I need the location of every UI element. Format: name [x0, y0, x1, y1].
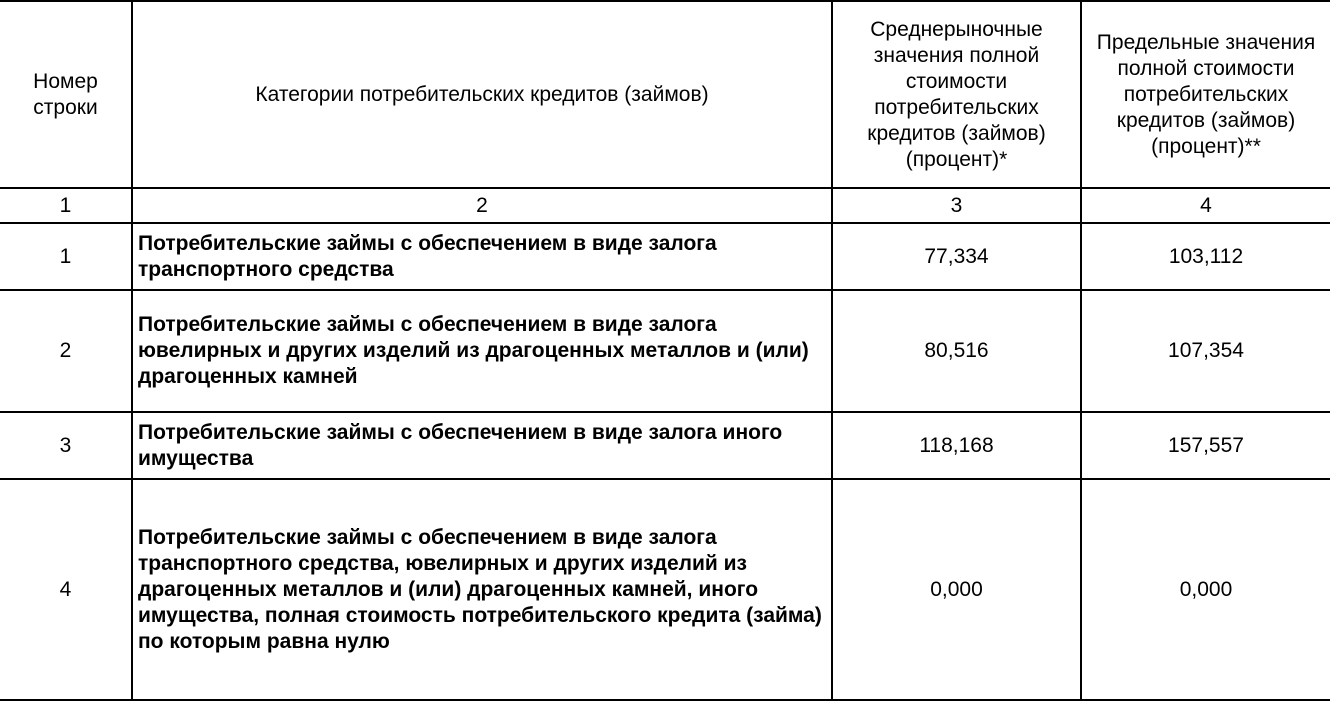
- table-row: [0, 479, 1330, 700]
- column-index: 1: [0, 188, 132, 223]
- row-number: 3: [0, 412, 132, 479]
- table-header-row: [0, 1, 1330, 188]
- table-row: [0, 412, 1330, 479]
- row-max-value: 103,112: [1081, 223, 1330, 290]
- row-category: Потребительские займы с обеспечением в виде залога ювелирных и других изделий из драгоценных металлов и (или) драгоценных камней: [132, 290, 832, 412]
- row-number: 2: [0, 290, 132, 412]
- row-max-value: 107,354: [1081, 290, 1330, 412]
- row-average-value: 77,334: [832, 223, 1081, 290]
- row-number: 4: [0, 479, 132, 700]
- row-category: Потребительские займы с обеспечением в виде залога иного имущества: [132, 412, 832, 479]
- column-index-row: [0, 188, 1330, 223]
- column-index: 2: [132, 188, 832, 223]
- row-average-value: 0,000: [832, 479, 1081, 700]
- row-max-value: 157,557: [1081, 412, 1330, 479]
- table-row: [0, 223, 1330, 290]
- column-index: 4: [1081, 188, 1330, 223]
- row-category: Потребительские займы с обеспечением в виде залога транспортного средства, ювелирных и других изделий из драгоценных металлов и (или) драгоценных камней, иного имущества, полная стоимость потребительского кредита (займа) по которым равна нулю: [132, 479, 832, 700]
- column-index: 3: [832, 188, 1081, 223]
- row-number: 1: [0, 223, 132, 290]
- table-row: [0, 290, 1330, 412]
- header-row-number: Номер строки: [0, 1, 132, 188]
- row-average-value: 118,168: [832, 412, 1081, 479]
- header-category: Категории потребительских кредитов (займов): [132, 1, 832, 188]
- row-category: Потребительские займы с обеспечением в виде залога транспортного средства: [132, 223, 832, 290]
- header-max-value: Предельные значения полной стоимости потребительских кредитов (займов) (процент)**: [1081, 1, 1330, 188]
- row-average-value: 80,516: [832, 290, 1081, 412]
- header-average-value: Среднерыночные значения полной стоимости потребительских кредитов (займов) (процент)*: [832, 1, 1081, 188]
- row-max-value: 0,000: [1081, 479, 1330, 700]
